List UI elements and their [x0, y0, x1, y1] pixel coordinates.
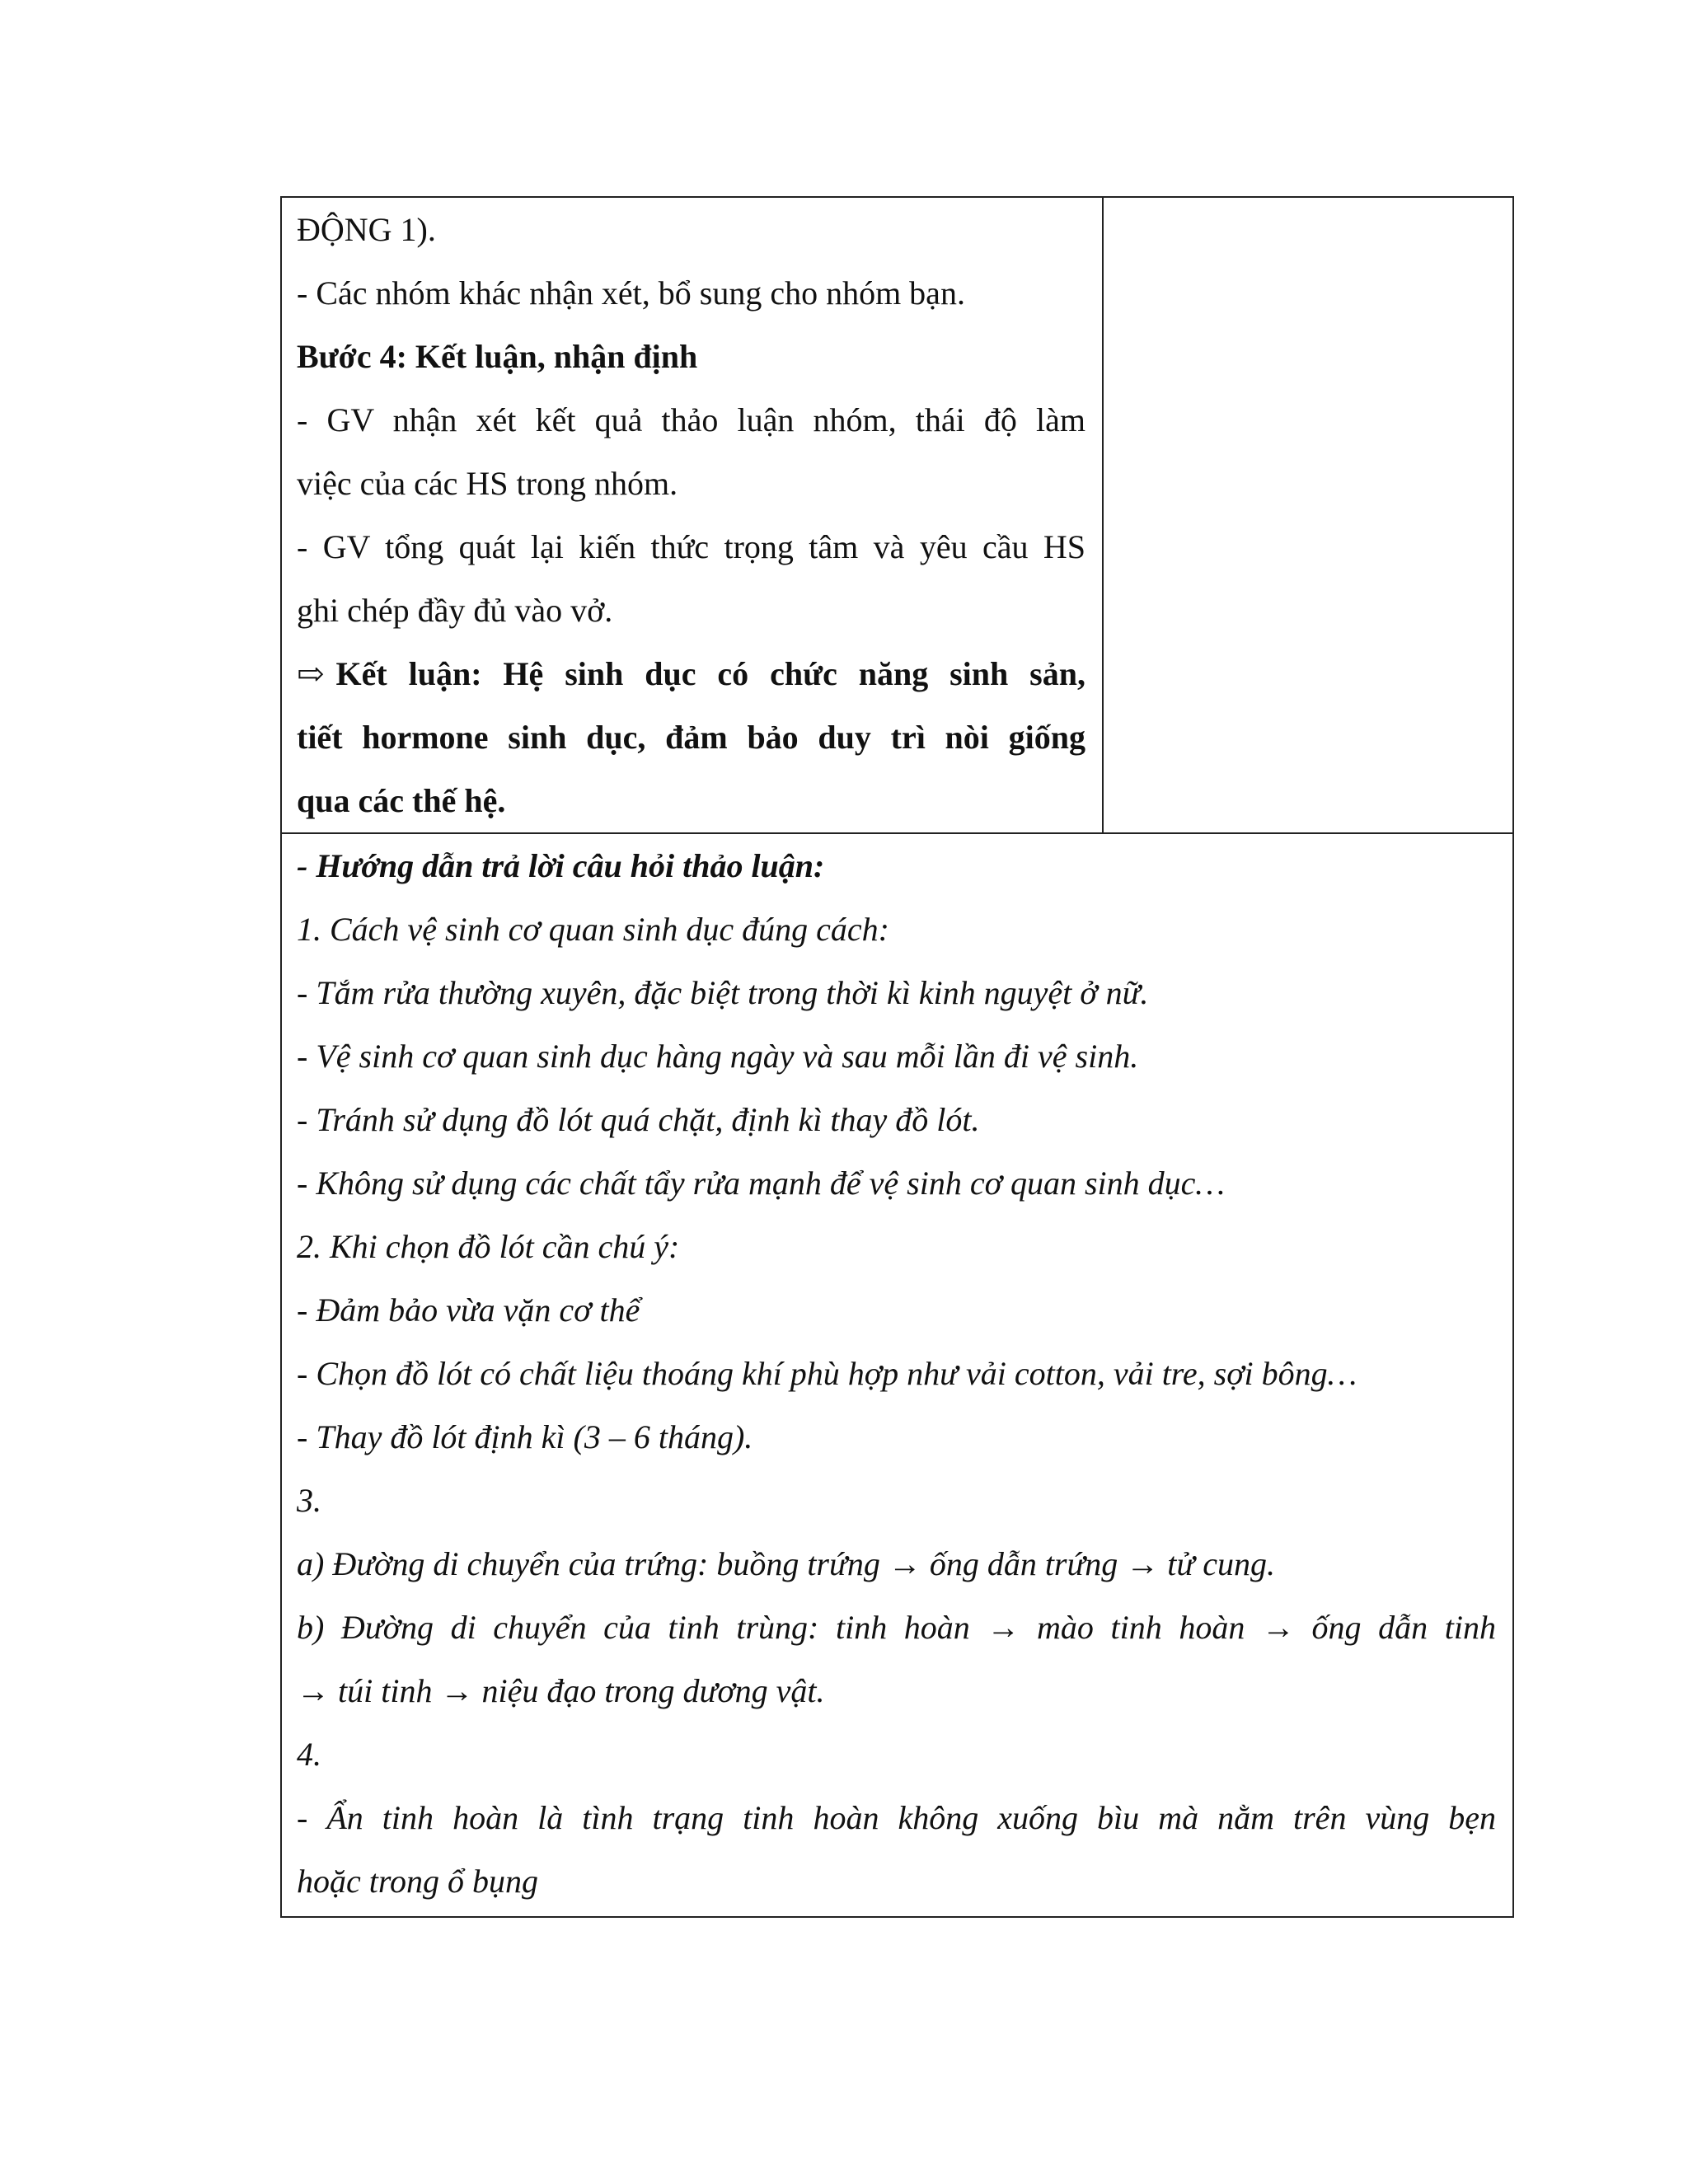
text-line: ĐỘNG 1).: [297, 211, 436, 248]
question-title: 4.: [297, 1736, 321, 1773]
activity-cell: [281, 197, 1103, 833]
text-line: - Các nhóm khác nhận xét, bổ sung cho nhóm bạn.: [297, 274, 965, 312]
conclusion-text: Kết luận: Hệ sinh dục có chức năng sinh sản,: [335, 655, 1085, 692]
conclusion-line: qua các thế hệ.: [297, 782, 506, 819]
conclusion-line: [297, 642, 1085, 705]
list-item: - Thay đồ lót định kì (3 – 6 tháng).: [297, 1418, 753, 1455]
question-title: 2. Khi chọn đồ lót cần chú ý:: [297, 1228, 680, 1265]
notes-cell: [1103, 197, 1513, 833]
table-row-answers: [281, 833, 1513, 1917]
text-line: ghi chép đầy đủ vào vở.: [297, 592, 613, 629]
text-line: - GV nhận xét kết quả thảo luận nhóm, thái độ làm: [297, 401, 1085, 438]
table-row-activity: [281, 197, 1513, 833]
text-line: - GV tổng quát lại kiến thức trọng tâm và yêu cầu HS: [297, 528, 1085, 565]
list-item: - Vệ sinh cơ quan sinh dục hàng ngày và sau mỗi lần đi vệ sinh.: [297, 1038, 1139, 1075]
list-item: - Không sử dụng các chất tẩy rửa mạnh để vệ sinh cơ quan sinh dục…: [297, 1165, 1225, 1202]
list-item: a) Đường di chuyển của trứng: buồng trứng → ống dẫn trứng → tử cung.: [297, 1545, 1275, 1582]
question-title: 1. Cách vệ sinh cơ quan sinh dục đúng cách:: [297, 911, 889, 948]
list-item: → túi tinh → niệu đạo trong dương vật.: [297, 1672, 825, 1709]
text-line: việc của các HS trong nhóm.: [297, 465, 678, 502]
step-heading: Bước 4: Kết luận, nhận định: [297, 338, 698, 375]
right-arrow-icon: ⇨: [297, 655, 325, 692]
question-title: 3.: [297, 1482, 321, 1519]
answers-cell: [281, 833, 1513, 1917]
lesson-table: [280, 196, 1514, 1918]
list-item: - Ẩn tinh hoàn là tình trạng tinh hoàn không xuống bìu mà nằm trên vùng bẹn: [297, 1799, 1496, 1836]
list-item: - Chọn đồ lót có chất liệu thoáng khí phù hợp như vải cotton, vải tre, sợi bông…: [297, 1355, 1357, 1392]
conclusion-line: tiết hormone sinh dục, đảm bảo duy trì nòi giống: [297, 719, 1085, 756]
list-item: b) Đường di chuyển của tinh trùng: tinh hoàn → mào tinh hoàn → ống dẫn tinh: [297, 1609, 1496, 1646]
list-item: hoặc trong ổ bụng: [297, 1863, 538, 1900]
list-item: - Tránh sử dụng đồ lót quá chặt, định kì thay đồ lót.: [297, 1101, 980, 1138]
list-item: - Đảm bảo vừa vặn cơ thể: [297, 1291, 640, 1329]
answers-heading: - Hướng dẫn trả lời câu hỏi thảo luận:: [297, 847, 825, 884]
list-item: - Tắm rửa thường xuyên, đặc biệt trong thời kì kinh nguyệt ở nữ.: [297, 974, 1149, 1011]
